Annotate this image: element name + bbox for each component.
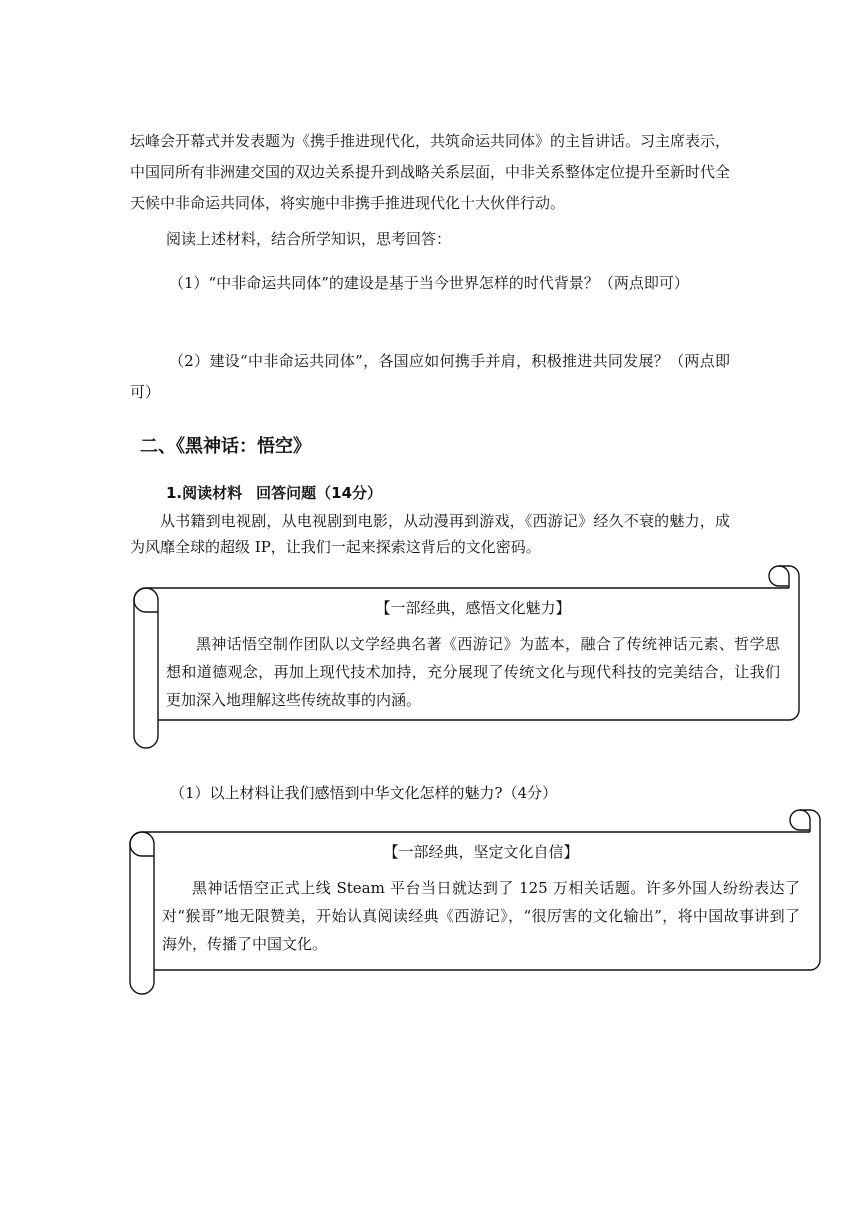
question-1-text: （1）“中非命运共同体”的建设是基于当今世界怎样的时代背景？（两点即可）	[169, 274, 689, 292]
material-intro-text: 从书籍到电视剧，从电视剧到电影，从动漫再到游戏，《西游记》经久不衰的魅力，成为风靡全球的超级 IP，让我们一起来探索这背后的文化密码。	[130, 512, 730, 556]
material-intro	[130, 508, 730, 560]
sub-title-number: 1.阅读材料	[166, 484, 243, 502]
question-1	[130, 268, 730, 299]
scroll-2-content	[162, 838, 800, 958]
scroll-box-1	[134, 560, 804, 752]
question-2	[130, 346, 730, 408]
scroll-1-title: 【一部经典，感悟文化魅力】	[375, 599, 571, 617]
scroll-box-2	[130, 806, 824, 998]
read-prompt: 阅读上述材料，结合所学知识，思考回答：	[166, 230, 452, 248]
section-title: 二、《黑神话：悟空》	[140, 436, 311, 457]
sub-title	[166, 482, 382, 503]
scroll-1-content	[166, 594, 780, 714]
scroll-2-body: 黑神话悟空正式上线 Steam 平台当日就达到了 125 万相关话题。许多外国人纷纷表达了对“猴哥”地无限赞美，开始认真阅读经典《西游记》，“很厉害的文化输出”，将中国故事讲到了海外，传播了中国文化。	[162, 879, 800, 953]
scroll-2-title: 【一部经典，坚定文化自信】	[383, 843, 579, 861]
question-2-text: （2）建设“中非命运共同体”，各国应如何携手并肩，积极推进共同发展？（两点即可）	[130, 352, 730, 401]
intro-paragraph: 坛峰会开幕式并发表题为《携手推进现代化，共筑命运共同体》的主旨讲话。习主席表示，中国同所有非洲建交国的双边关系提升到战略关系层面，中非关系整体定位提升至新时代全天候中非命运共同体，将实施中非携手推进现代化十大伙伴行动。	[130, 132, 731, 212]
scroll-question-1: （1）以上材料让我们感悟到中华文化怎样的魅力?（4分）	[170, 784, 558, 802]
sub-title-text: 回答问题（14分）	[256, 484, 383, 502]
scroll-1-body: 黑神话悟空制作团队以文学经典名著《西游记》为蓝本，融合了传统神话元素、哲学思想和道德观念，再加上现代技术加持，充分展现了传统文化与现代科技的完美结合，让我们更加深入地理解这些传统故事的内涵。	[166, 635, 780, 709]
